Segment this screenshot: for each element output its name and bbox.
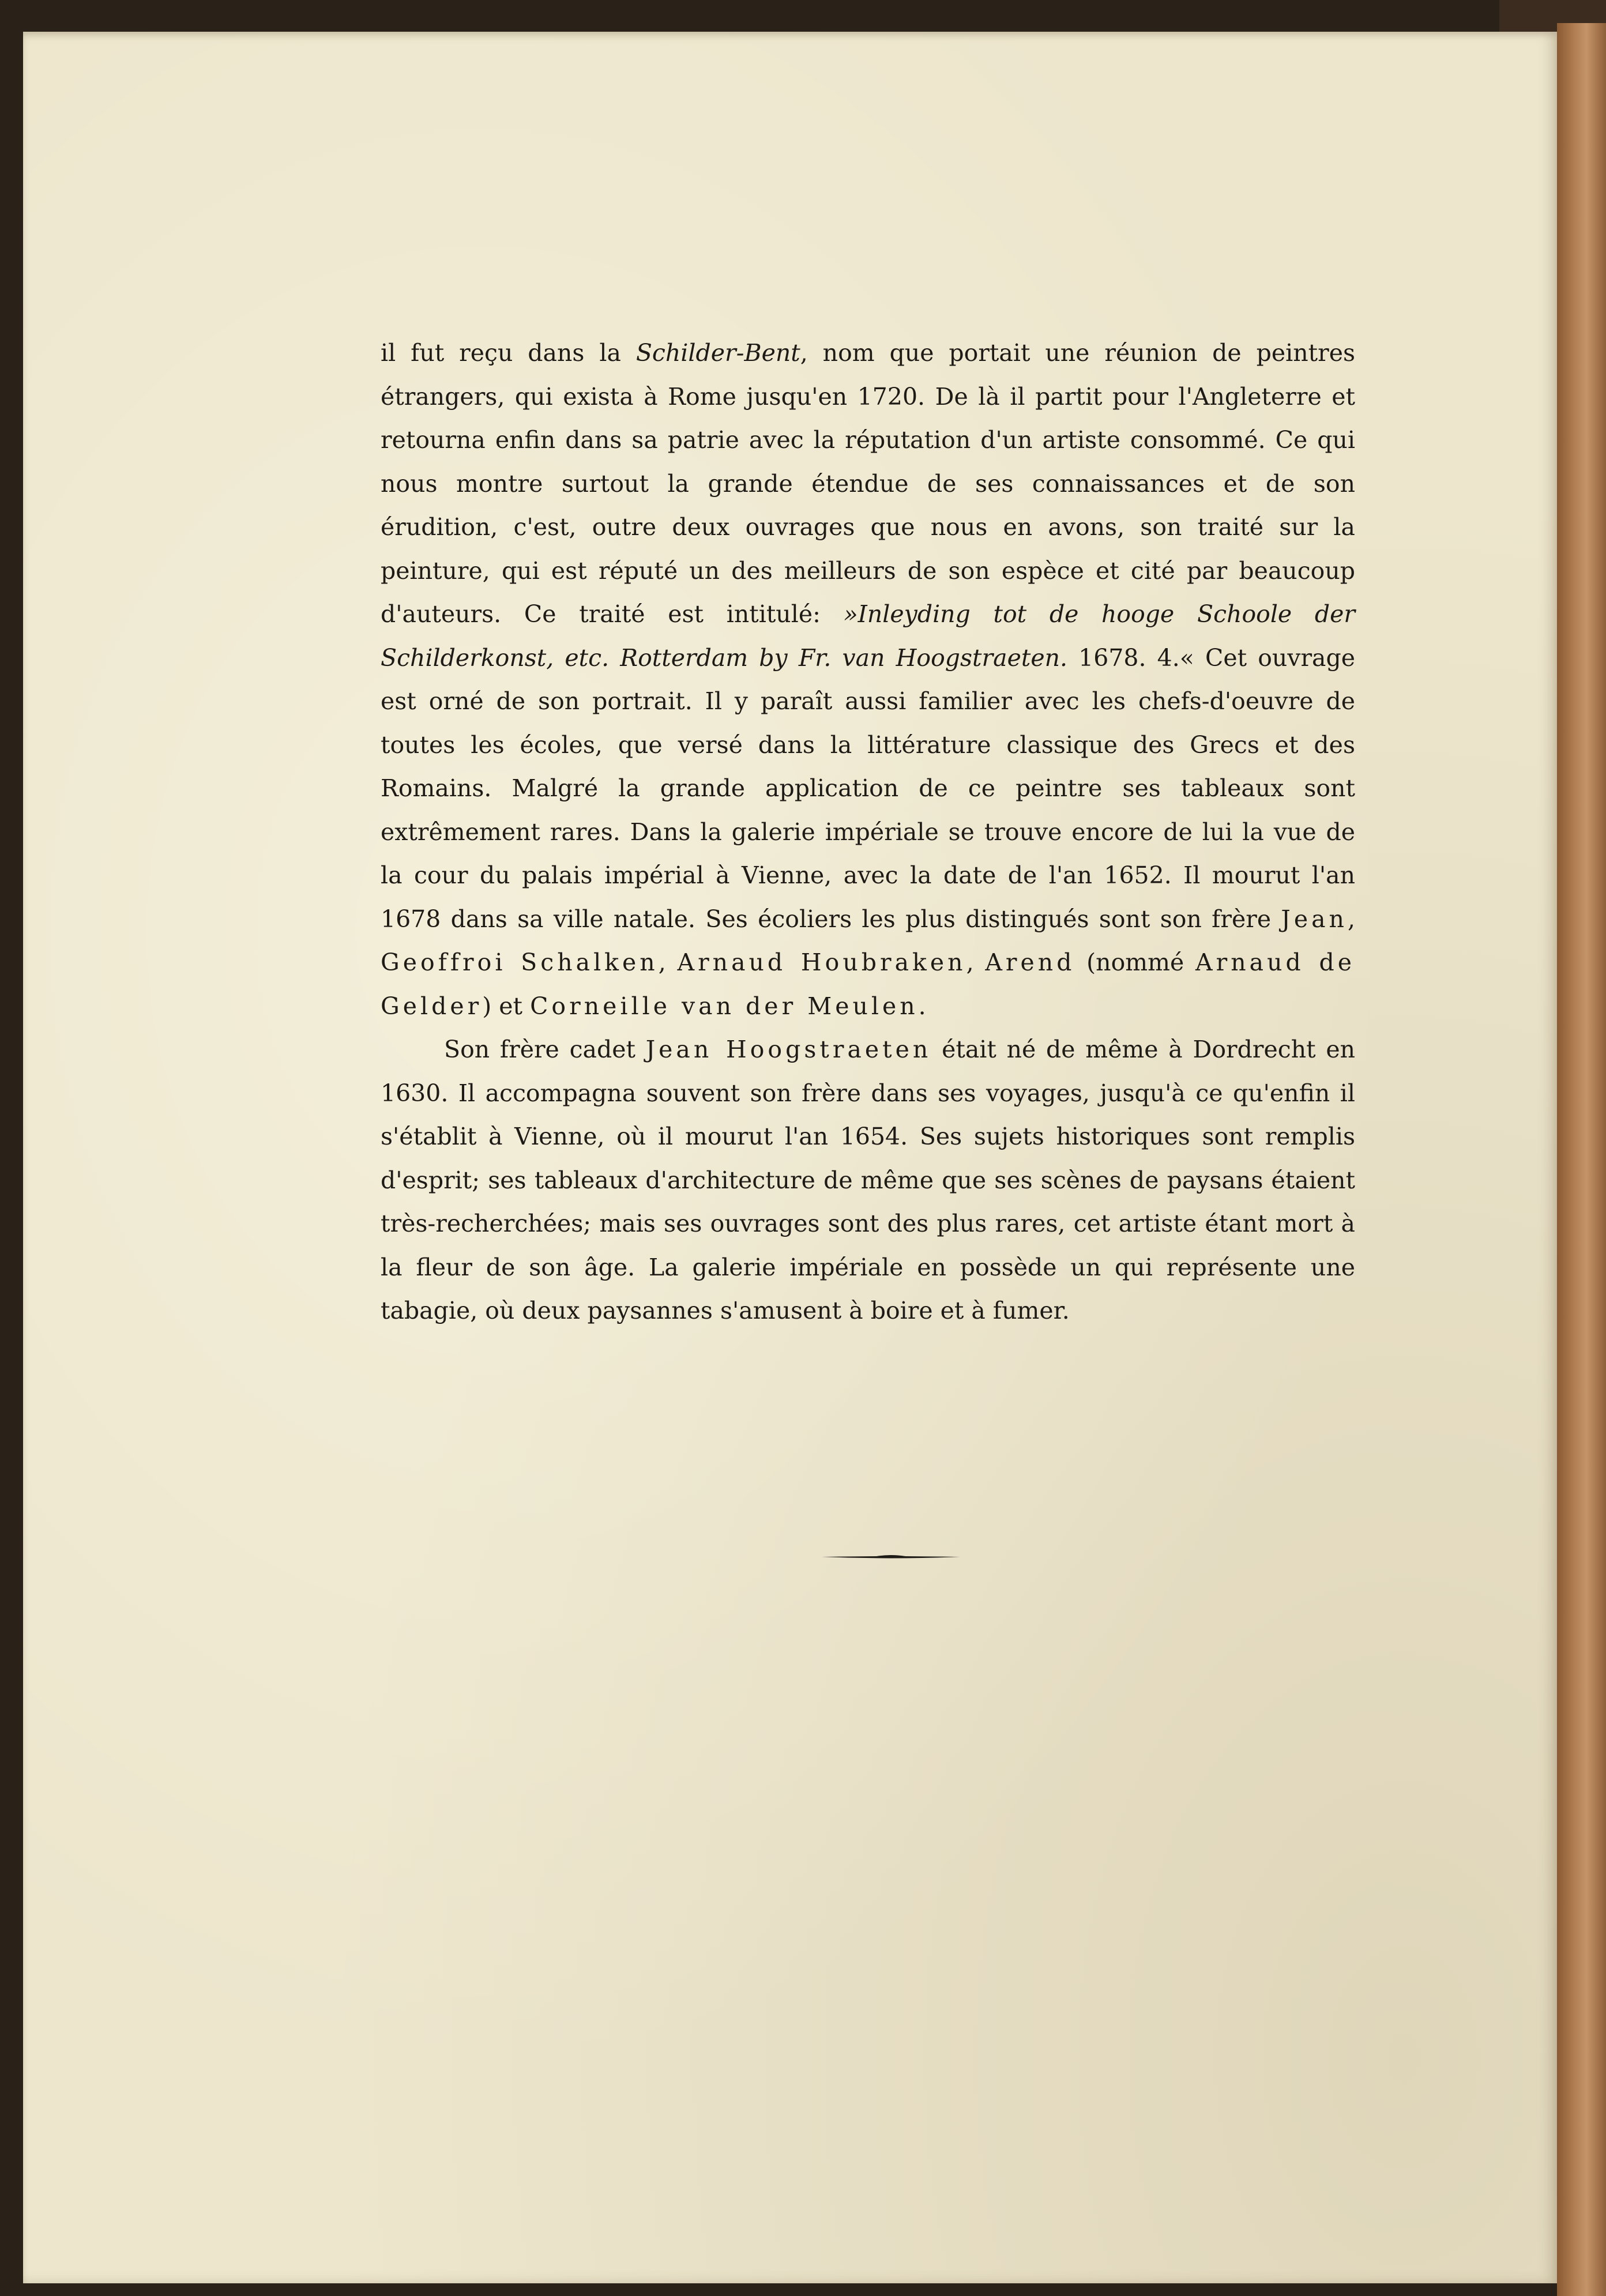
text-segment: . <box>918 992 926 1020</box>
text-segment: , <box>658 948 678 976</box>
text-segment: Geoffroi Schalken <box>381 948 659 976</box>
text-segment: était né de même à Dordrecht en 1630. Il accompagna souvent son frère dans ses voyages, jusqu'à ce qu'enfin il s'établit à Vienne, où il mourut l'an 1654. Ses sujets historiques sont remplis d'esprit; ses tableaux d'architecture de même que ses scènes de paysans étaient très-recherchées; mais ses ouvrages sont des plus rares, cet artiste étant mort à la fleur de son âge. La galerie impériale en possède un qui représente une tabagie, où deux paysannes s'amusent à boire et à fumer. <box>381 1036 1355 1324</box>
ornament-line <box>822 1555 960 1559</box>
paragraph-1 <box>381 332 1355 1028</box>
text-segment: (nommé <box>1075 948 1196 976</box>
book-spine-edge <box>1557 23 1606 2296</box>
text-segment: »Inleyding tot de hooge Schoole der Schilderkonst, etc. Rotterdam by Fr. van Hoogstraeten. <box>381 600 1355 672</box>
text-segment: il fut reçu dans la <box>381 339 636 367</box>
paragraph-2 <box>381 1028 1355 1333</box>
text-segment: Arnaud Houbraken <box>677 948 966 976</box>
text-segment: Son frère cadet <box>444 1036 646 1063</box>
text-segment: Jean <box>1281 905 1348 933</box>
text-segment: , <box>966 948 986 976</box>
book-page <box>23 32 1557 2283</box>
text-segment: 1678. 4.« Cet ouvrage est orné de son portrait. Il y paraît aussi familier avec les chefs-d'oeuvre de toutes les écoles, que versé dans la littérature classique des Grecs et des Romains. Malgré la grande application de ce peintre ses tableaux sont extrêmement rares. Dans la galerie impériale se trouve encore de lui la vue de la cour du palais impérial à Vienne, avec la date de l'an 1652. Il mourut l'an 1678 dans sa ville natale. Ses écoliers les plus distingués sont son frère <box>381 643 1355 933</box>
body-text <box>381 332 1355 1333</box>
text-segment: Corneille van der Meulen <box>530 992 919 1020</box>
text-segment: Jean Hoogstraeten <box>645 1036 932 1063</box>
text-segment: , <box>1347 905 1355 933</box>
text-segment: , nom que portait une réunion de peintres étrangers, qui exista à Rome jusqu'en 1720. De là il partit pour l'Angleterre et retourna enfin dans sa patrie avec la réputation d'un artiste consommé. Ce qui nous montre surtout la grande étendue de ses connaissances et de son érudition, c'est, outre deux ouvrages que nous en avons, son traité sur la peinture, qui est réputé un des meilleurs de son espèce et cité par beaucoup d'auteurs. Ce traité est intitulé: <box>381 339 1355 628</box>
text-segment: Arend <box>985 948 1075 976</box>
text-segment: Arnaud de Gelder <box>381 948 1355 1020</box>
text-segment: ) et <box>482 992 531 1020</box>
end-ornament-rule <box>822 1554 960 1560</box>
text-segment: Schilder-Bent <box>635 339 800 367</box>
